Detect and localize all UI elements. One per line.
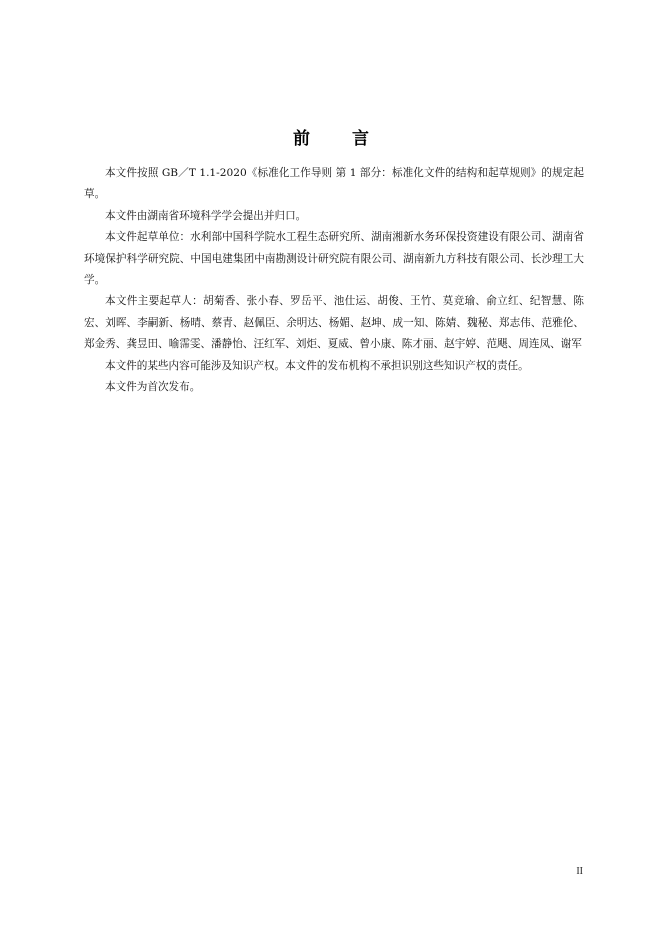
body-text (84, 163, 584, 398)
paragraph-first-release: 本文件为首次发布。 (105, 381, 201, 394)
page-title: 前 言 (293, 129, 387, 149)
paragraph-drafting-basis: 本文件按照 GB／T 1.1-2020《标准化工作导则 第 1 部分：标准化文件的结构和起草规则》的规定起草。 (84, 167, 584, 201)
paragraph-drafters: 本文件主要起草人：胡菊香、张小春、罗岳平、池仕运、胡俊、王竹、莫竞瑜、俞立红、纪智慧、陈宏、刘晖、李嗣新、杨晴、蔡青、赵佩臣、余明达、杨媚、赵坤、成一知、陈婧、魏秘、郑志伟、范雅伦、郑金秀、龚昱田、喻霈雯、潘静怡、汪红军、刘炬、夏威、曾小康、陈才丽、赵宇婷、范飓、周连凤、谢军 (84, 295, 584, 351)
paragraph-patent-notice: 本文件的某些内容可能涉及知识产权。本文件的发布机构不承担识别这些知识产权的责任。 (105, 359, 529, 372)
paragraph-proposer: 本文件由湖南省环境科学学会提出并归口。 (105, 209, 307, 222)
paragraph-drafting-units: 本文件起草单位：水利部中国科学院水工程生态研究所、湖南湘新水务环保投资建设有限公司、湖南省环境保护科学研究院、中国电建集团中南勘测设计研究院有限公司、湖南新九方科技有限公司、长沙理工大学。 (84, 231, 584, 287)
page-number: II (576, 866, 583, 877)
